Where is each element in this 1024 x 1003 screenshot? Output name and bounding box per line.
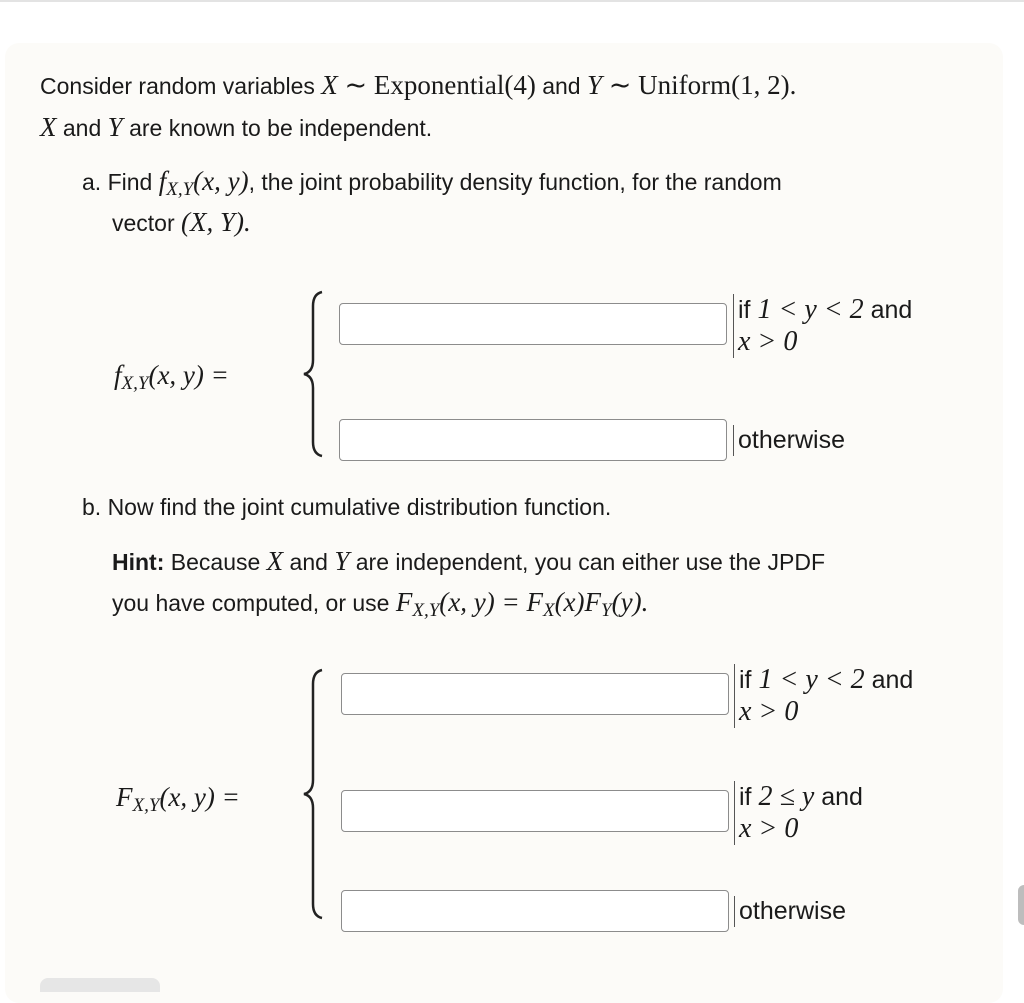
intro-line-1: Consider random variables X ∼ Exponential(4) and Y ∼ Uniform(1, 2). — [40, 70, 797, 100]
pdf-case-1-input[interactable] — [339, 303, 727, 345]
cdf-case-2-input[interactable] — [341, 790, 729, 832]
submit-button[interactable] — [40, 978, 160, 992]
left-brace-icon — [302, 668, 326, 920]
part-b-question: b. Now find the joint cumulative distribution function. — [82, 494, 612, 520]
part-a-question: a. Find $f_{X,Y}(x$, y), the joint probability density function, for the random — [82, 166, 782, 200]
cdf-case-1-input[interactable] — [341, 673, 729, 715]
cdf-case-1-condition: if 1 < y < 2 and x > 0 — [734, 664, 913, 728]
intro-line-2: X and Y are known to be independent. — [40, 112, 433, 142]
scrollbar[interactable] — [1018, 885, 1024, 925]
hint-line-2: you have computed, or use $F_{X,Y}(x$, $y) = F_X(x)F_Y(y)$. — [112, 587, 649, 621]
part-a-question-line-2: vector (X, Y). — [112, 207, 251, 237]
hint-line-1: Hint: Because X and Y are independent, you can either use the JPDF — [112, 546, 825, 576]
cdf-lhs: FX,Y(x, y) = — [116, 782, 240, 816]
cdf-case-3-condition: otherwise — [734, 896, 846, 927]
pdf-case-2-condition: otherwise — [733, 425, 845, 456]
cdf-case-3-input[interactable] — [341, 890, 729, 932]
pdf-case-2-input[interactable] — [339, 419, 727, 461]
pdf-lhs: fX,Y(x, y) = — [114, 360, 229, 394]
pdf-case-1-condition: if 1 < y < 2 and x > 0 — [733, 294, 912, 358]
left-brace-icon — [302, 290, 326, 458]
top-divider — [0, 0, 1024, 2]
cdf-case-2-condition: if 2 ≤ y and x > 0 — [734, 781, 863, 845]
